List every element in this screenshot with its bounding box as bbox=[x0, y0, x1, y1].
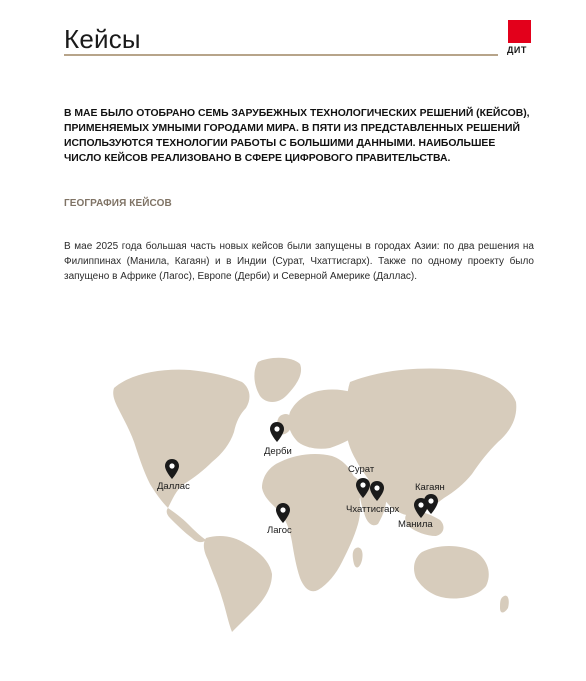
location-pin-icon bbox=[270, 422, 284, 442]
dit-logo bbox=[503, 20, 533, 55]
title-divider bbox=[64, 54, 498, 56]
world-map-land bbox=[110, 352, 520, 632]
madagascar-shape bbox=[353, 548, 363, 568]
city-label-chhattisgarh: Чхаттисгарх bbox=[346, 504, 400, 515]
city-label-kagayan: Кагаян bbox=[415, 482, 445, 493]
location-pin-icon bbox=[356, 478, 370, 498]
logo-square-icon bbox=[508, 20, 531, 43]
lead-paragraph: В МАЕ БЫЛО ОТОБРАНО СЕМЬ ЗАРУБЕЖНЫХ ТЕХНОЛОГИЧЕСКИХ РЕШЕНИЙ (КЕЙСОВ), ПРИМЕНЯЕМЫХ УМНЫМИ ГОРОДАМИ МИРА. В ПЯТИ ИЗ ПРЕДСТАВЛЕННЫХ РЕШЕНИЙ ИСПОЛЬЗУЮТСЯ ТЕХНОЛОГИИ РАБОТЫ С БОЛЬШИМИ ДАННЫМИ. НАИБОЛЬШЕЕ ЧИСЛО КЕЙСОВ РЕАЛИЗОВАНО В СФЕРЕ ЦИФРОВОГО ПРАВИТЕЛЬСТВА. bbox=[64, 108, 530, 164]
central-america-shape bbox=[167, 508, 206, 542]
logo-text: ДИТ bbox=[507, 45, 527, 55]
location-pin-icon bbox=[276, 503, 290, 523]
south-america-shape bbox=[204, 536, 272, 632]
world-map bbox=[110, 352, 520, 632]
greenland-shape bbox=[254, 358, 301, 402]
location-pin-icon bbox=[165, 459, 179, 479]
city-label-manila: Манила bbox=[398, 519, 433, 530]
australia-shape bbox=[414, 546, 489, 599]
city-label-dallas: Даллас bbox=[157, 481, 190, 492]
location-pin-icon bbox=[370, 481, 384, 501]
page-title: Кейсы bbox=[64, 24, 141, 54]
city-label-surat: Сурат bbox=[348, 464, 375, 475]
section-paragraph: В мае 2025 года большая часть новых кейсов были запущены в городах Азии: по два решения на Филиппинах (Манила, Кагаян) и в Индии (Сурат, Чхаттисгарх). Также по одному проекту было запущено в Африке (Лагос), Европе (Дерби) и Северной Америке (Даллас). bbox=[64, 241, 534, 282]
new-zealand-shape bbox=[500, 596, 509, 613]
city-label-lagos: Лагос bbox=[267, 525, 292, 536]
section-heading: ГЕОГРАФИЯ КЕЙСОВ bbox=[64, 198, 172, 209]
city-label-derby: Дерби bbox=[264, 446, 292, 457]
location-pin-icon bbox=[424, 494, 438, 514]
